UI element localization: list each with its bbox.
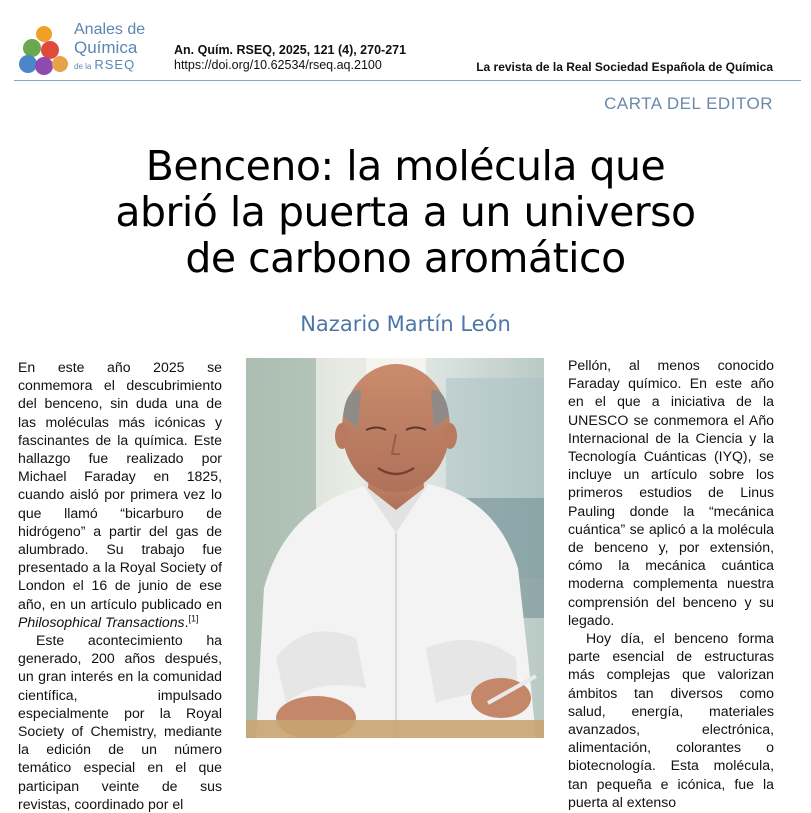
paragraph: Hoy día, el benceno forma parte esencial de estructuras más complejas que valorizan ámbitos tan diversos como salud, energía, materiales avanzados, electrónica, alimentación, colorantes o biotecnología. Esta molécula, tan pequeña e icónica, fue la puerta al extenso xyxy=(568,630,774,810)
doi-link[interactable]: https://doi.org/10.62534/rseq.aq.2100 xyxy=(174,58,382,72)
header-divider xyxy=(14,80,801,81)
journal-logo xyxy=(16,22,156,78)
title-line: Benceno: la molécula que xyxy=(145,142,666,190)
paragraph xyxy=(18,358,222,631)
paragraph-text: En este año 2025 se conmemora el descubrimiento del benceno, sin duda una de las moléculas más icónicas y fascinantes de la química. Este hallazgo fue realizado por Michael Faraday en 1825, cuando aisló por primera vez lo que llamó “bicarburo de hidrógeno” a partir del gas de alumbrado. Su trabajo fue presentado a la Royal Society of London el 16 de junio de ese año, en un artículo publicado en xyxy=(18,359,222,612)
journal-reference: Philosophical Transactions xyxy=(18,613,185,630)
logo-line-1: Anales de xyxy=(74,21,146,38)
title-line: de carbono aromático xyxy=(185,234,626,282)
logo-wordmark xyxy=(74,22,145,71)
section-label: CARTA DEL EDITOR xyxy=(604,94,773,113)
logo-line-3 xyxy=(74,58,145,71)
paragraph: Este acontecimiento ha generado, 200 años después, un gran interés en la comunidad científica, impulsado especialmente por la Royal Society of Chemistry, mediante la edición de un número temático especial en el que participan veinte de sus revistas, coordinado por el xyxy=(18,632,222,812)
title-line: abrió la puerta a un universo xyxy=(115,188,696,236)
article-author: Nazario Martín León xyxy=(300,312,511,336)
paragraph: Pellón, al menos conocido Faraday químico. En este año en el que a iniciativa de la UNESCO se conmemora el Año Internacional de la Ciencia y la Tecnología Cuánticas (IYQ), se incluye un artículo sobre los primeros estudios de Linus Pauling donde la “mecánica cuántica” se aplicó a la molécula de benceno y, por extensión, cómo la mecánica cuántica moderna complementa nuestra comprensión del benceno y su legado. xyxy=(568,357,774,628)
citation: An. Quím. RSEQ, 2025, 121 (4), 270-271 xyxy=(174,43,407,57)
citation-block xyxy=(174,43,406,73)
portrait-image xyxy=(246,358,544,738)
logo-circles-icon xyxy=(16,22,72,78)
logo-line-3-main: RSEQ xyxy=(94,57,136,72)
author-portrait xyxy=(246,358,544,738)
logo-line-2: Química xyxy=(74,38,138,57)
reference-marker[interactable]: [1] xyxy=(188,613,199,624)
logo-line-3-small: de la xyxy=(74,62,92,71)
right-column xyxy=(568,356,774,811)
left-column xyxy=(18,358,222,813)
sentence-end: . xyxy=(184,613,189,630)
journal-tagline: La revista de la Real Sociedad Española de Química xyxy=(476,60,773,74)
article-title xyxy=(40,143,771,281)
